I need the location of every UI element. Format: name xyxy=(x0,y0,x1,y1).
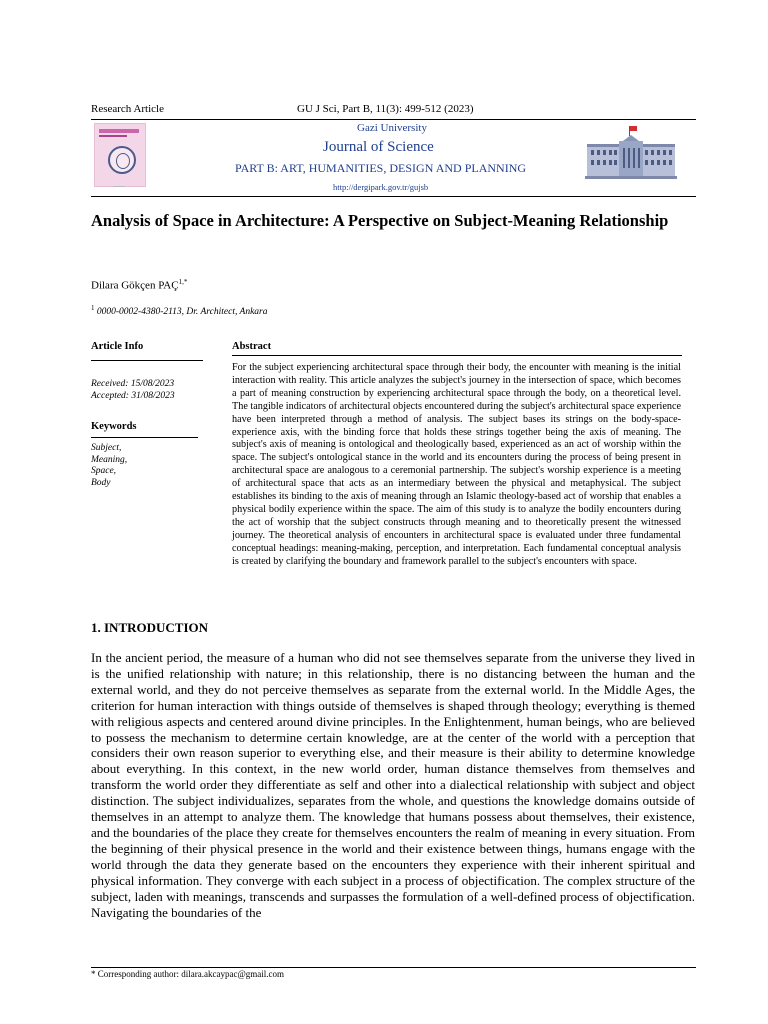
header-rule xyxy=(91,119,696,120)
article-info-rule xyxy=(91,360,203,361)
paper-title: Analysis of Space in Architecture: A Perspective on Subject-Meaning Relationship xyxy=(91,211,669,230)
journal-title: Journal of Science xyxy=(323,139,434,155)
keyword: Subject, xyxy=(91,443,122,453)
citation: GU J Sci, Part B, 11(3): 499-512 (2023) xyxy=(297,103,474,115)
university-building-icon xyxy=(583,124,679,182)
received-date: Received: 15/08/2023 xyxy=(91,379,175,389)
abstract-text: For the subject experiencing architectural space through their body, the encounter with meaning is the initial interaction with reality. This article analyzes the subject's journey in the intersection of space, which becomes a part of meaning construction by experiencing architectural space through the body, on a theoretical level. The tangible indicators of architectural objects encountered during the subject's architectural space experience have been interpreted through a method of analysis. The subject bases its strings on the body-space-experience axis, with the binding force that holds these strings together being the axis of meaning. The subject's axis of meaning is ontological and theologically based, experienced as an act of worship within the space. The subject's ontological stance in the world and its encounters during the process of being present in architectural space are analogous to a ceremonial partnership. The subject's worship experience is a meeting of architectural space that acts as an intermediary between the physical and metaphysical. The subject establishes its binding to the axis of meaning through an Islamic theology-based act of worship that enables a physical bodily experience within the space. The aim of this study is to analyze the bodily encounters during the act of worship that the subject constructs through meaning and to theoretically present the witnessed journey. The theoretical analysis of encounters in architectural space is evaluated under three fundamental conceptual headings: meaning-making, perception, and interpretation. Each fundamental conceptual analysis is created by clarifying the boundary and framework parallel to the subject's encounters with space. xyxy=(232,362,681,567)
affiliation-text: 0000-0002-4380-2113, Dr. Architect, Ankara xyxy=(96,307,268,318)
affiliation-num: 1 xyxy=(91,304,95,312)
abstract-rule xyxy=(232,355,682,356)
footnote-rule xyxy=(91,967,696,968)
affiliation xyxy=(91,304,268,317)
keywords-rule xyxy=(91,437,198,438)
journal-part: PART B: ART, HUMANITIES, DESIGN AND PLANNING xyxy=(235,161,527,175)
keyword: Meaning, xyxy=(91,454,128,465)
author-name: Dilara Gökçen PAÇ xyxy=(91,279,179,292)
accepted-date: Accepted: 31/08/2023 xyxy=(91,391,175,401)
article-type: Research Article xyxy=(91,103,164,115)
masthead-rule xyxy=(91,196,696,197)
keywords-list xyxy=(91,443,127,489)
keyword: Body xyxy=(91,477,111,488)
journal-logo xyxy=(94,123,146,187)
keywords-heading: Keywords xyxy=(91,421,137,432)
author xyxy=(91,278,187,292)
corresponding-author-footnote: * Corresponding author: dilara.akcaypac@gmail.com xyxy=(91,969,284,979)
author-sup: 1,* xyxy=(178,278,188,286)
logo-underline xyxy=(113,186,125,187)
article-info-heading: Article Info xyxy=(91,341,144,352)
abstract-heading: Abstract xyxy=(232,341,272,352)
keyword: Space, xyxy=(91,466,117,476)
introduction-heading: 1. INTRODUCTION xyxy=(91,620,209,635)
university-name: Gazi University xyxy=(357,122,427,134)
introduction-text: In the ancient period, the measure of a human who did not see themselves separate from the universe they lived in is the unified relationship with nature; in this relationship, there is no distancing between the human and the external world, and they do not perceive themselves as separate from the external world. In the Middle Ages, the criterion for human interaction with things outside of themselves is shaped through theology; everything is themed with religious aspects and centered around divine principles. In the Enlightenment, human beings, who are believed to possess the mechanism to determine certain knowledge, are at the center of the world with a perception that considers their own reason superior to everything else, and their measure is their ability to determine knowledge about everything. In this context, in the new world order, human distance themselves from themselves and transform the world order they differentiate as self and other into a dialectical relationship with subject and object distinction. The subject individualizes, separates from the whole, and questions the knowledge domains outside of themselves in an attempt to analyze them. The knowledge that humans possess about themselves, their existence, and the boundaries of the place they create for themselves encounters the realm of meaning in every situation. From the beginning of their physical presence in the world and their existence between things, humans engage with the world through the data they generate based on the encounters they experience with their inherent spiritual and physical information. They converge with each subject in a process of objectification. The complex structure of the subject, laden with meanings, transcends and surpasses the formulation of a well-defined process of objectification. Navigating the boundaries of the xyxy=(91,650,695,920)
journal-url[interactable]: http://dergipark.gov.tr/gujsb xyxy=(333,182,429,192)
